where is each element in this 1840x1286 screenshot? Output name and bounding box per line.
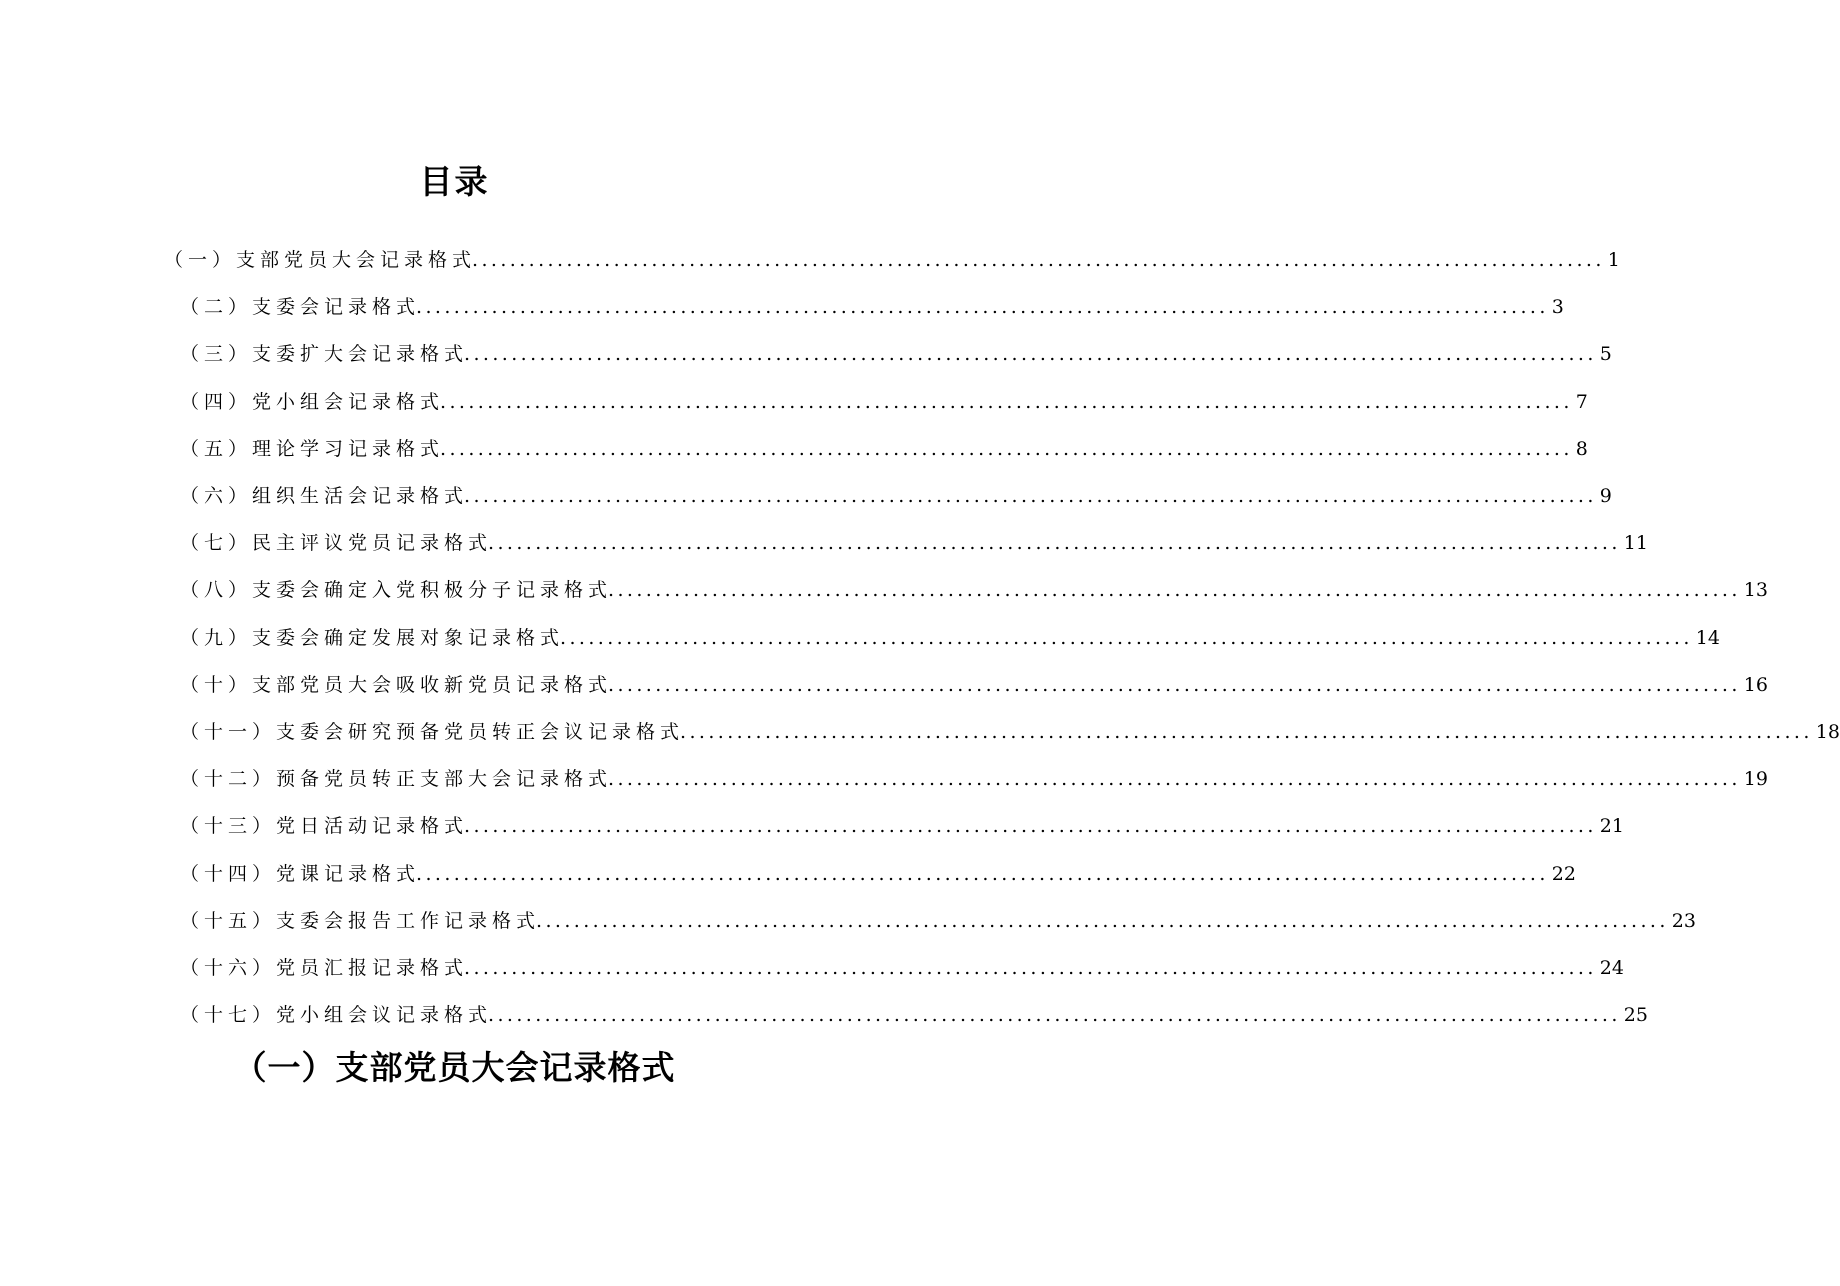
toc-entry-page: 18 xyxy=(1815,721,1840,743)
toc-leader-dots: ........................................................................................................................ xyxy=(416,296,1549,319)
toc-entry[interactable] xyxy=(180,618,1720,658)
toc-leader-dots: ........................................................................................................................ xyxy=(680,721,1813,743)
toc-leader-dots: ........................................................................................................................ xyxy=(488,1004,1621,1027)
toc-leader-dots: ........................................................................................................................ xyxy=(472,249,1605,271)
toc-entry-label: （一）支部党员大会记录格式 xyxy=(164,249,477,271)
toc-entry-label: （十六）党员汇报记录格式 xyxy=(180,957,469,979)
toc-entry[interactable] xyxy=(180,995,1648,1035)
toc-entry[interactable] xyxy=(180,712,1840,752)
toc-entry-page: 14 xyxy=(1695,626,1720,649)
toc-entry[interactable] xyxy=(164,240,1620,280)
toc-title: 目录 xyxy=(419,162,490,201)
toc-entry-label: （七）民主评议党员记录格式 xyxy=(180,532,493,555)
toc-entry-label: （八）支委会确定入党积极分子记录格式 xyxy=(180,579,613,602)
toc-entry[interactable] xyxy=(180,806,1624,846)
toc-leader-dots: ........................................................................................................................ xyxy=(440,390,1573,413)
toc-entry-label: （三）支委扩大会记录格式 xyxy=(180,343,469,366)
toc-leader-dots: ........................................................................................................................ xyxy=(608,673,1741,696)
toc-entry[interactable] xyxy=(180,287,1564,327)
toc-entry[interactable] xyxy=(180,570,1768,610)
toc-entry-label: （九）支委会确定发展对象记录格式 xyxy=(180,626,565,649)
toc-entry[interactable] xyxy=(180,948,1624,988)
toc-leader-dots: ........................................................................................................................ xyxy=(536,909,1669,932)
toc-entry[interactable] xyxy=(180,476,1612,516)
toc-entry-label: （十）支部党员大会吸收新党员记录格式 xyxy=(180,673,613,696)
toc-entry[interactable] xyxy=(180,382,1588,422)
toc-entry[interactable] xyxy=(180,854,1576,894)
toc-entry-label: （二）支委会记录格式 xyxy=(180,296,421,319)
toc-entry[interactable] xyxy=(180,759,1768,799)
toc-entry[interactable] xyxy=(180,901,1696,941)
toc-entry-page: 25 xyxy=(1623,1004,1648,1027)
toc-entry[interactable] xyxy=(180,665,1768,705)
toc-entry-page: 8 xyxy=(1575,437,1588,460)
toc-entry-page: 23 xyxy=(1671,909,1696,932)
toc-entry-page: 11 xyxy=(1623,532,1648,555)
toc-entry-label: （五）理论学习记录格式 xyxy=(180,437,445,460)
toc-entry-page: 1 xyxy=(1607,249,1620,271)
toc-leader-dots: ........................................................................................................................ xyxy=(464,485,1597,507)
section-heading: （一）支部党员大会记录格式 xyxy=(233,1048,676,1087)
toc-entry-page: 13 xyxy=(1743,579,1768,602)
toc-leader-dots: ........................................................................................................................ xyxy=(608,579,1741,602)
toc-leader-dots: ........................................................................................................................ xyxy=(560,626,1693,649)
toc-leader-dots: ........................................................................................................................ xyxy=(416,862,1549,885)
toc-entry-page: 22 xyxy=(1551,862,1576,885)
toc-entry-page: 3 xyxy=(1551,296,1564,319)
toc-entry-label: （十一）支委会研究预备党员转正会议记录格式 xyxy=(180,721,685,743)
toc-entry-label: （十三）党日活动记录格式 xyxy=(180,815,469,838)
toc-entry-page: 16 xyxy=(1743,673,1768,696)
toc-entry[interactable] xyxy=(180,334,1612,374)
toc-entry-page: 5 xyxy=(1599,343,1612,366)
toc-entry-label: （十四）党课记录格式 xyxy=(180,862,421,885)
toc-leader-dots: ........................................................................................................................ xyxy=(464,343,1597,366)
toc-entry[interactable] xyxy=(180,523,1648,563)
toc-leader-dots: ........................................................................................................................ xyxy=(488,532,1621,555)
toc-entry-label: （六）组织生活会记录格式 xyxy=(180,485,469,507)
toc-entry[interactable] xyxy=(180,429,1588,469)
toc-entry-label: （四）党小组会记录格式 xyxy=(180,390,445,413)
toc-entry-page: 9 xyxy=(1599,485,1612,507)
toc-entry-label: （十七）党小组会议记录格式 xyxy=(180,1004,493,1027)
toc-entry-label: （十二）预备党员转正支部大会记录格式 xyxy=(180,768,613,791)
toc-entry-page: 21 xyxy=(1599,815,1624,838)
toc-leader-dots: ........................................................................................................................ xyxy=(608,768,1741,791)
toc-entry-page: 19 xyxy=(1743,768,1768,791)
toc-leader-dots: ........................................................................................................................ xyxy=(464,815,1597,838)
toc-entry-page: 7 xyxy=(1575,390,1588,413)
toc-leader-dots: ........................................................................................................................ xyxy=(464,957,1597,979)
toc-entry-label: （十五）支委会报告工作记录格式 xyxy=(180,909,541,932)
toc-leader-dots: ........................................................................................................................ xyxy=(440,437,1573,460)
toc-entry-page: 24 xyxy=(1599,957,1624,979)
